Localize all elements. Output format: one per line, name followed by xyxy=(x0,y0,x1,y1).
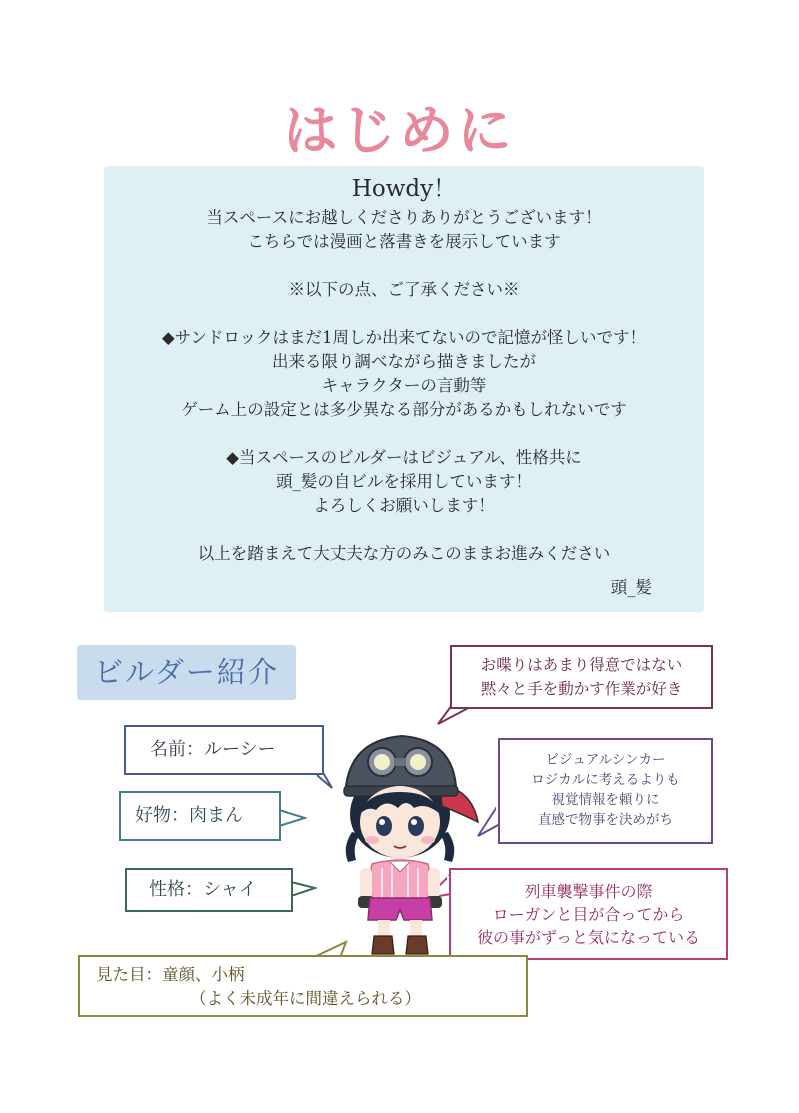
intro-line: 当スペースにお越しくださりありがとうございます！ xyxy=(206,208,602,227)
visual-thinker-bubble: ビジュアルシンカー ロジカルに考えるよりも 視覚情報を頼りに 直感で物事を決めがち xyxy=(498,738,713,844)
talk-bubble: お喋りはあまり得意ではない 黙々と手を動かす作業が好き xyxy=(450,645,713,709)
train-incident-bubble: 列車襲撃事件の際 ローガンと目が合ってから 彼の事がずっと気になっている xyxy=(449,868,728,960)
intro-box xyxy=(104,166,704,612)
intro-line: ◆当スペースのビルダーはビジュアル、性格共に xyxy=(226,448,582,467)
signature: 頭_髪 xyxy=(610,578,652,597)
looks-bubble: 見た目：童顔、小柄 （よく未成年に間違えられる） xyxy=(78,955,528,1017)
intro-line: ◆サンドロックはまだ1周しか出来てないので記憶が怪しいです！ xyxy=(161,328,647,347)
intro-line: キャラクターの言動等 xyxy=(321,376,487,395)
page-title: はじめに xyxy=(283,99,516,162)
character-illustration xyxy=(322,722,482,957)
name-bubble: 名前：ルーシー xyxy=(124,725,324,775)
notice-line: ※以下の点、ご了承ください※ xyxy=(288,280,520,299)
favorite-food-bubble: 好物：肉まん xyxy=(119,791,281,841)
intro-line: よろしくお願いします！ xyxy=(313,496,495,515)
intro-line: 出来る限り調べながら描きましたが xyxy=(272,352,536,371)
bubble-tail-food xyxy=(277,808,307,828)
section-heading: ビルダー紹介 xyxy=(77,645,296,700)
intro-line: 頭_髪の自ビルを採用しています！ xyxy=(276,472,532,491)
bubble-tail-personality xyxy=(289,880,317,900)
intro-line: ゲーム上の設定とは多少異なる部分があるかもしれないです xyxy=(181,400,627,419)
closing-line: 以上を踏まえて大丈夫な方のみこのままお進みください xyxy=(197,544,611,563)
personality-bubble: 性格：シャイ xyxy=(125,868,293,912)
howdy-heading: Howdy！ xyxy=(351,176,457,202)
intro-line: こちらでは漫画と落書きを展示しています xyxy=(247,232,561,251)
